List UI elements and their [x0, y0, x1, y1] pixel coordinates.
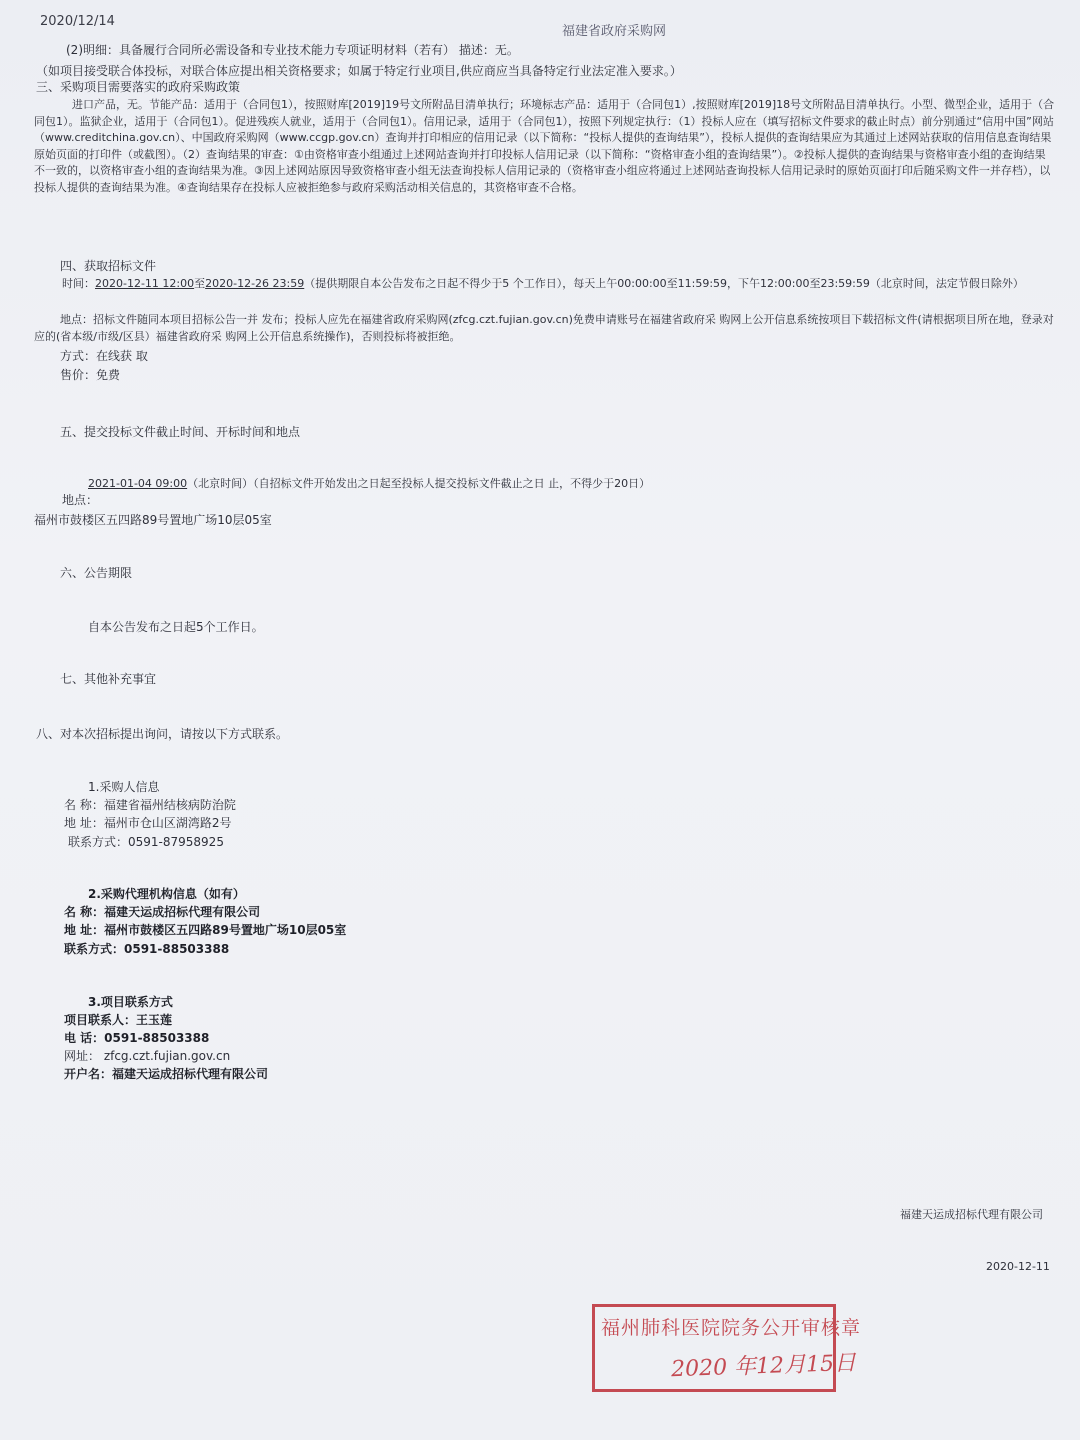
project-contact-title: 3.项目联系方式 — [88, 995, 173, 1009]
project-contact-phone: 电 话：0591-88503388 — [64, 1031, 210, 1045]
time-to: 至 — [194, 277, 206, 290]
qualification-detail: (2)明细：具备履行合同所必需设备和专业技术能力专项证明材料（若有） 描述：无。 — [66, 43, 519, 57]
project-contact-person: 项目联系人：王玉莲 — [64, 1013, 173, 1027]
footer-date: 2020-12-11 — [986, 1260, 1050, 1273]
stamp-date: 2020 年12月15日 — [670, 1350, 857, 1383]
print-date: 2020/12/14 — [40, 14, 115, 29]
buyer-address: 地 址：福州市仓山区湖湾路2号 — [64, 816, 232, 830]
footer-company: 福建天运成招标代理有限公司 — [900, 1208, 1043, 1221]
section-3-body: 进口产品，无。节能产品：适用于（合同包1），按照财库[2019]19号文所附品目清单执行；环境标志产品：适用于（合同包1）,按照财库[2019]18号文所附品目清单执行。小型、微型企业，适用于（合同包1）。监狱企业，适用于（合同包1）。促进残疾人就业，适用于（合同包1）。信用记录，适用于（合同包1），按照下列规定执行：（1）投标人应在（填写招标文件要求的截止时点）前分别通过“信用中国”网站（www.creditchina.gov.cn）、中国政府采购网（www.ccgp.gov.cn）查询并打印相应的信用记录（以下简称：“投标人提供的查询结果”），投标人提供的查询结果应为其通过上述网站获取的信用信息查询结果原始页面的打印件（或截图）。（2）查询结果的审查：①由资格审查小组通过上述网站查询并打印投标人信用记录（以下简称：“资格审查小组的查询结果”）。②投标人提供的查询结果与资格审查小组的查询结果不一致的，以资格审查小组的查询结果为准。③因上述网站原因导致资格审查小组无法查询投标人信用记录的（资格审查小组应将通过上述网站查询投标人信用记录时的原始页面打印后随采购文件一并存档），以投标人提供的查询结果为准。④查询结果存在投标人应被拒绝参与政府采购活动相关信息的，其资格审查不合格。 — [34, 98, 1055, 194]
section-8-title: 八、对本次招标提出询问，请按以下方式联系。 — [36, 727, 289, 741]
acquire-price: 售价：免费 — [60, 368, 121, 382]
acquire-place: 地点：招标文件随同本项目招标公告一并 发布；投标人应先在福建省政府采购网(zfcg.czt.fujian.gov.cn)免费申请账号在福建省政府采 购网上公开信息系统按项目下载招标文件(请根据项目所在地，登录对应的(省本级/市级/区县）福建省政府采 购网上公开信息系统操作)，否则投标将被拒绝。 — [34, 313, 1054, 343]
time-note: （提供期限自本公告发布之日起不得少于5 个工作日），每天上午00:00:00至11:59:59，下午12:00:00至23:59:59（北京时间，法定节假日除外） — [304, 277, 1024, 290]
time-end: 2020-12-26 23:59 — [205, 277, 305, 290]
deadline-note: （北京时间）（自招标文件开始发出之日起至投标人提交投标文件截止之日 止，不得少于20日） — [187, 477, 651, 490]
acquire-time — [34, 276, 1058, 293]
section-6-body: 自本公告发布之日起5个工作日。 — [88, 620, 264, 634]
stamp-title: 福州肺科医院院务公开审核章 — [601, 1317, 862, 1339]
section-3-title: 三、采购项目需要落实的政府采购政策 — [36, 80, 241, 94]
agent-phone: 联系方式：0591-88503388 — [64, 942, 230, 956]
section-4-title: 四、获取招标文件 — [60, 259, 157, 273]
buyer-name: 名 称：福建省福州结核病防治院 — [64, 798, 236, 812]
open-place-label: 地点： — [62, 493, 99, 507]
agent-address: 地 址：福州市鼓楼区五四路89号置地广场10层05室 — [64, 923, 347, 937]
acquire-method: 方式：在线获 取 — [60, 349, 148, 363]
project-website: 网址： zfcg.czt.fujian.gov.cn — [64, 1049, 231, 1063]
account-name: 开户名：福建天运成招标代理有限公司 — [64, 1067, 269, 1081]
time-start: 2020-12-11 12:00 — [95, 277, 195, 290]
deadline-time: 2021-01-04 09:00 — [88, 477, 188, 490]
section-5-title: 五、提交投标文件截止时间、开标时间和地点 — [60, 425, 301, 439]
time-label: 时间： — [62, 277, 95, 290]
buyer-phone: 联系方式：0591-87958925 — [68, 835, 224, 849]
agent-info-title: 2.采购代理机构信息（如有） — [88, 887, 245, 901]
site-title: 福建省政府采购网 — [562, 24, 667, 39]
open-place: 福州市鼓楼区五四路89号置地广场10层05室 — [34, 513, 272, 527]
agent-name: 名 称：福建天运成招标代理有限公司 — [64, 905, 261, 919]
deadline-line — [88, 475, 650, 492]
buyer-info-title: 1.采购人信息 — [88, 780, 160, 794]
review-stamp — [592, 1304, 862, 1392]
section-7-title: 七、其他补充事宜 — [60, 672, 157, 686]
section-6-title: 六、公告期限 — [60, 566, 133, 580]
consortium-note: （如项目接受联合体投标，对联合体应提出相关资格要求；如属于特定行业项目,供应商应当具备特定行业法定准入要求。） — [36, 64, 682, 78]
